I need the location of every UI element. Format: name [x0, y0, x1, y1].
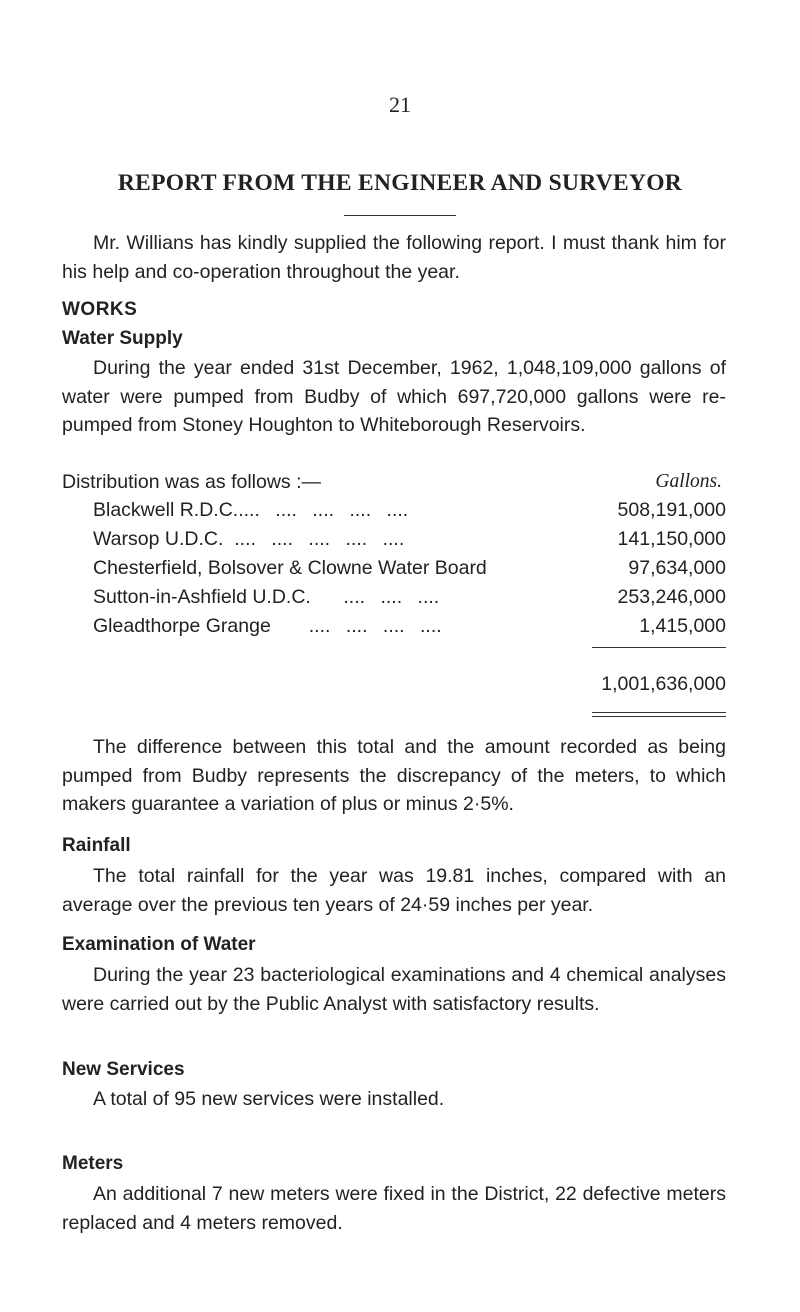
- distribution-value: 141,150,000: [617, 528, 726, 550]
- rainfall-heading: Rainfall: [62, 835, 131, 856]
- distribution-row: [62, 554, 726, 582]
- examination-heading: Examination of Water: [62, 934, 256, 955]
- leader-dots: ..... .... .... .... ....: [232, 499, 409, 521]
- distribution-label: Gleadthorpe Grange .... .... .... ....: [93, 615, 442, 637]
- distribution-intro: Distribution was as follows :—: [62, 471, 322, 493]
- leader-dots: .... .... ....: [343, 586, 440, 608]
- subtotal-rule: [592, 647, 726, 648]
- distribution-total: 1,001,636,000: [601, 673, 726, 695]
- distribution-label: Blackwell R.D.C..... .... .... .... ....: [93, 499, 409, 521]
- distribution-label: Sutton-in-Ashfield U.D.C. .... .... ....: [93, 586, 440, 608]
- discrepancy-paragraph: The difference between this total and the amount recorded as being pumped from Budby represents the discrepancy of the meters, to which makers guarantee a variation of plus or minus 2·5%.: [62, 736, 726, 815]
- intro-paragraph: Mr. Willians has kindly supplied the following report. I must thank him for his help and co-operation throughout the year.: [62, 232, 726, 283]
- distribution-value: 97,634,000: [628, 557, 726, 579]
- new-services-heading: New Services: [62, 1059, 185, 1080]
- distribution-row: [62, 612, 726, 640]
- page-title: REPORT FROM THE ENGINEER AND SURVEYOR: [117, 170, 683, 196]
- title-divider: [344, 215, 456, 216]
- total-double-rule: [592, 712, 726, 717]
- distribution-row: [62, 496, 726, 524]
- rainfall-paragraph: The total rainfall for the year was 19.81 inches, compared with an average over the previous ten years of 24·59 inches per year.: [62, 865, 726, 916]
- leader-dots: .... .... .... .... ....: [234, 528, 405, 550]
- water-supply-paragraph: During the year ended 31st December, 1962, 1,048,109,000 gallons of water were pumped from Budby of which 697,720,000 gallons were re-pumped from Stoney Houghton to Whiteborough Reservoirs.: [62, 357, 726, 436]
- distribution-row: [62, 583, 726, 611]
- meters-paragraph: An additional 7 new meters were fixed in the District, 22 defective meters replaced and 4 meters removed.: [62, 1183, 726, 1234]
- examination-paragraph: During the year 23 bacteriological examinations and 4 chemical analyses were carried out by the Public Analyst with satisfactory results.: [62, 964, 726, 1015]
- distribution-value: 1,415,000: [639, 615, 726, 637]
- page-number: 21: [389, 92, 411, 117]
- leader-dots: .... .... .... ....: [308, 615, 442, 637]
- water-supply-heading: Water Supply: [62, 328, 183, 349]
- gallons-unit-label: Gallons.: [655, 471, 722, 492]
- distribution-value: 253,246,000: [617, 586, 726, 608]
- meters-heading: Meters: [62, 1153, 124, 1174]
- distribution-value: 508,191,000: [617, 499, 726, 521]
- distribution-label: Warsop U.D.C. .... .... .... .... ....: [93, 528, 405, 550]
- works-heading: WORKS: [62, 299, 138, 320]
- distribution-total-row: [62, 670, 726, 698]
- new-services-paragraph: A total of 95 new services were installed.: [93, 1088, 445, 1110]
- distribution-label: Chesterfield, Bolsover & Clowne Water Board: [93, 557, 487, 579]
- distribution-header: [62, 468, 726, 496]
- distribution-row: [62, 525, 726, 553]
